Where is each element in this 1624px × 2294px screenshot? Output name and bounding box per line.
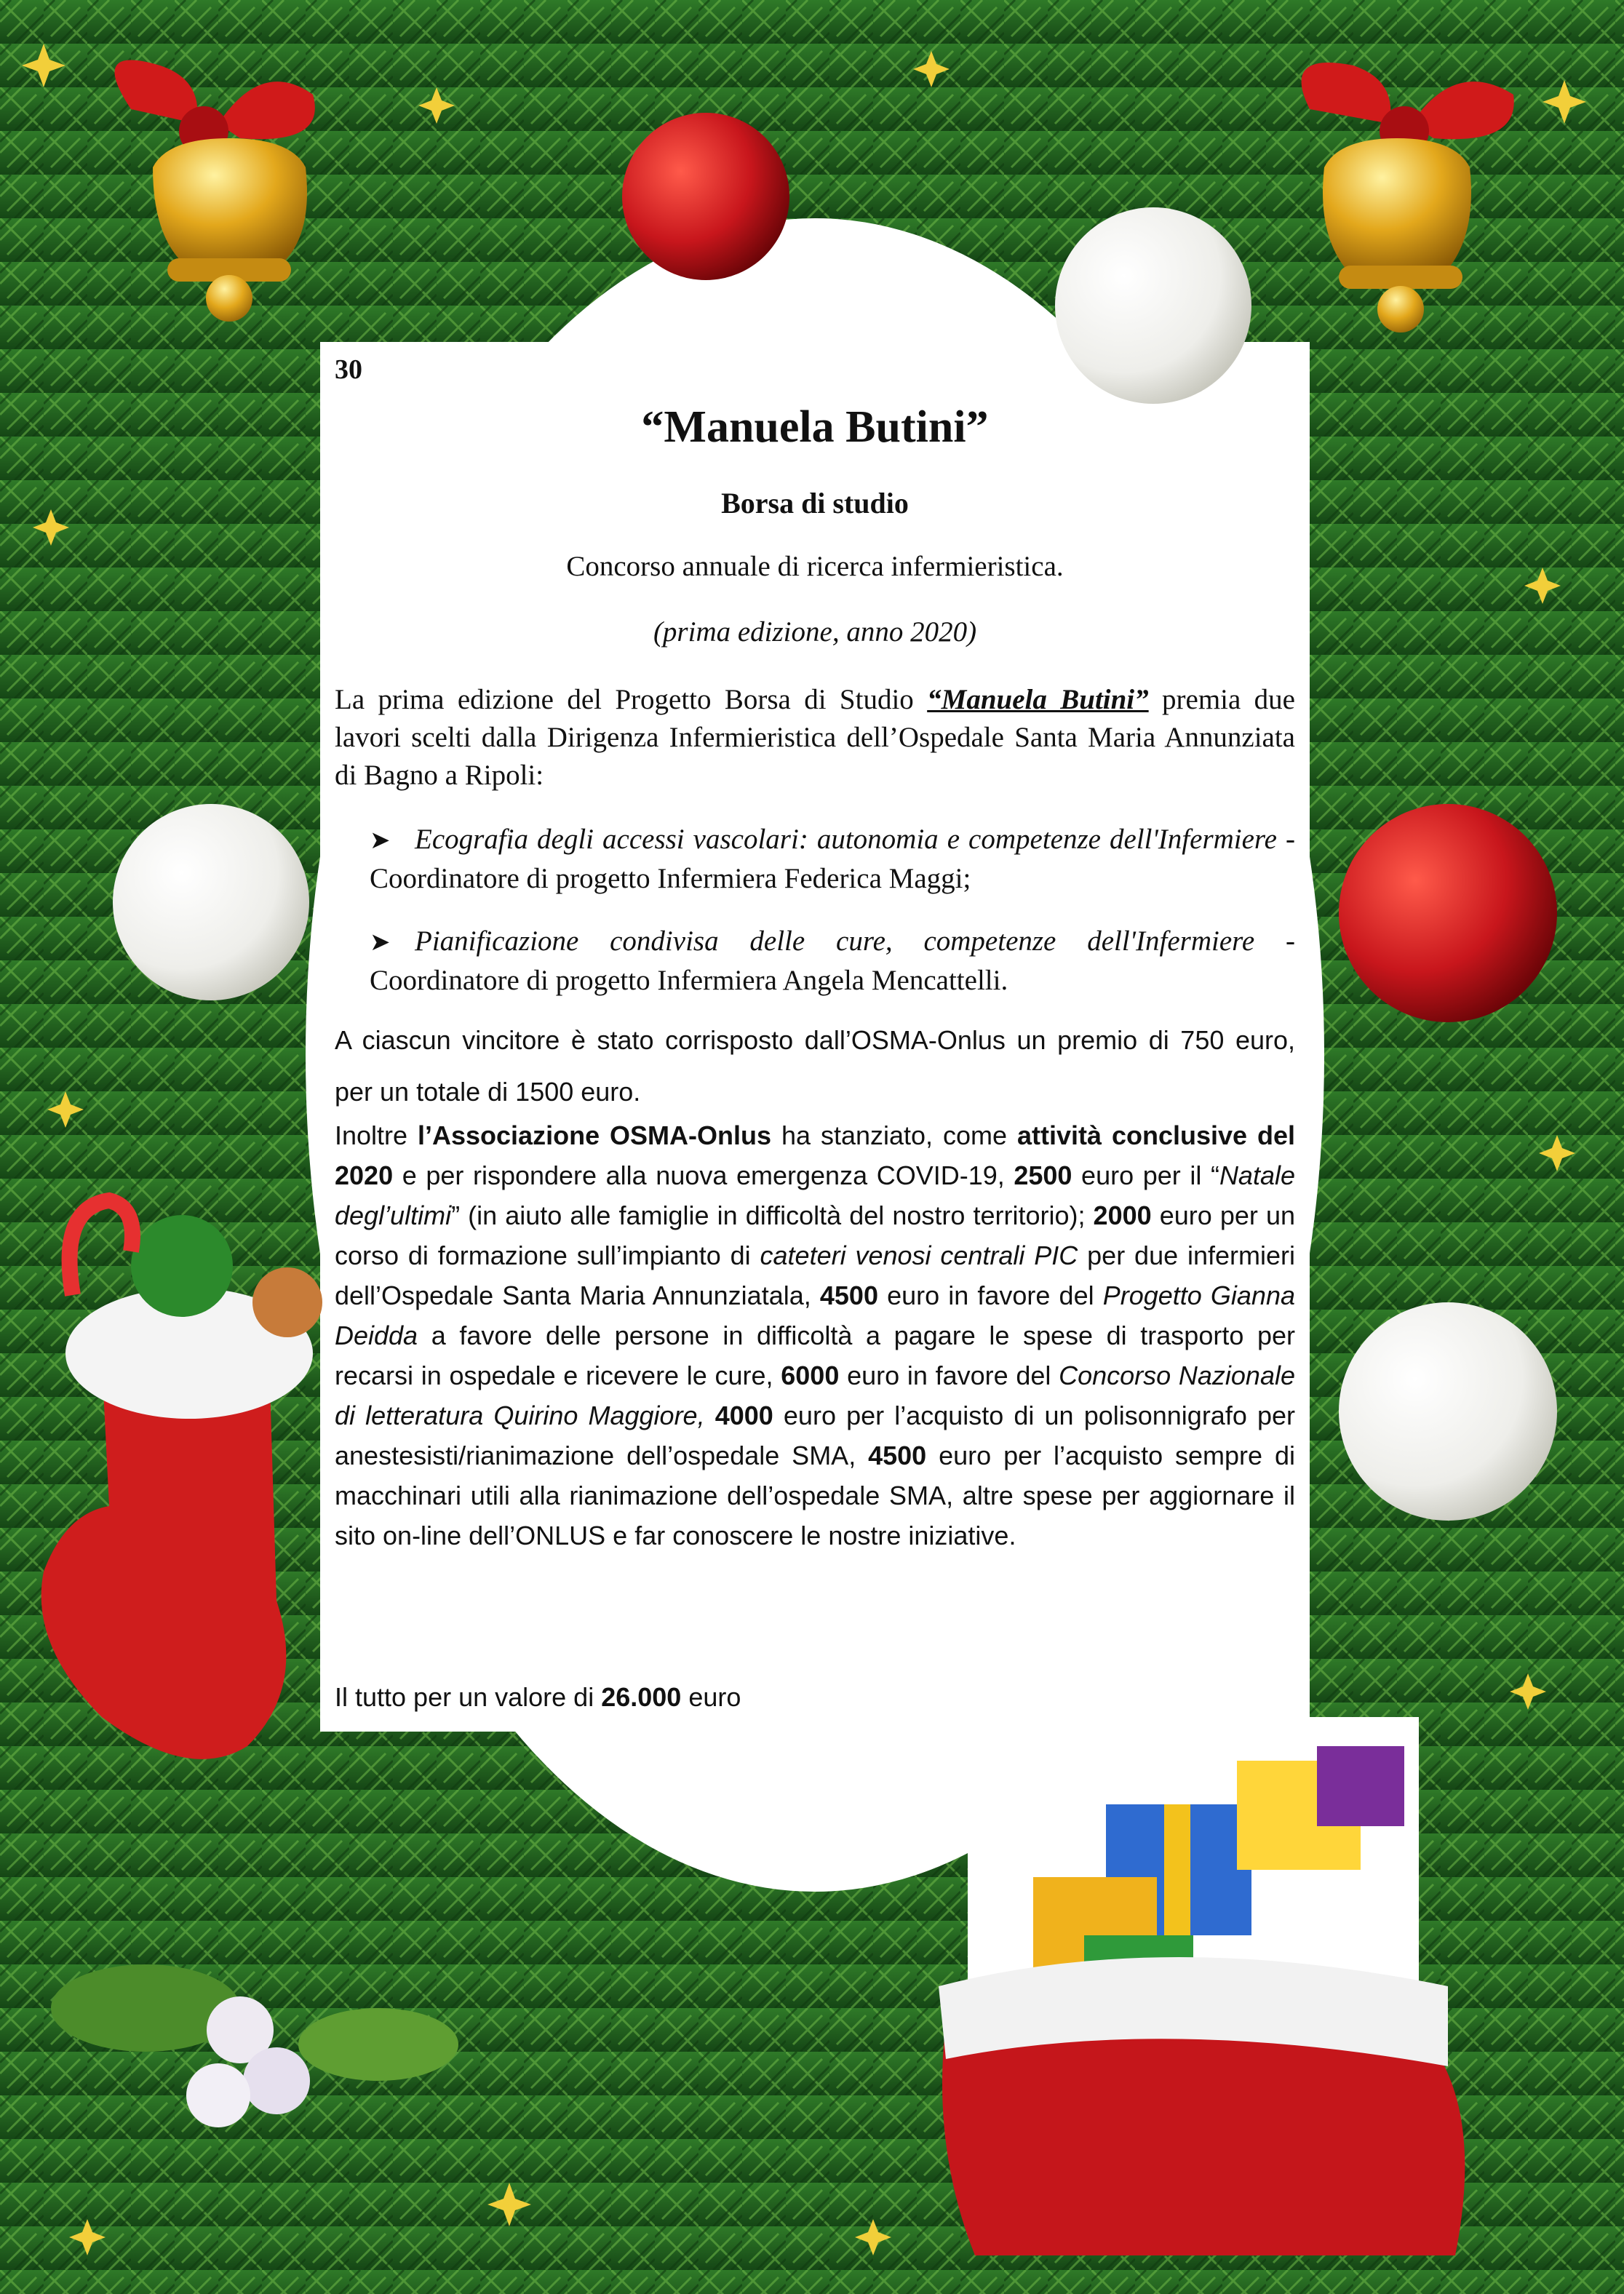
- scholarship-name: “Manuela Butini”: [927, 684, 1149, 715]
- subtitle: Borsa di studio: [721, 487, 909, 519]
- red-ornament-top: [622, 113, 789, 280]
- red-ornament-right: [1339, 804, 1557, 1022]
- white-ornament-right: [1339, 1302, 1557, 1521]
- total-paragraph: Il tutto per un valore di 26.000 euro: [335, 1682, 741, 1712]
- project-item: [370, 821, 1295, 898]
- edition-note: (prima edizione, anno 2020): [653, 616, 977, 648]
- arrow-bullet-icon: ➤: [370, 929, 391, 956]
- total-amount: 26.000: [601, 1682, 682, 1712]
- project-title: Ecografia degli accessi vascolari: autonomia e competenze dell'Infermiere: [415, 824, 1277, 855]
- white-ornament-left: [113, 804, 309, 1000]
- page-title: “Manuela Butini”: [641, 402, 989, 452]
- project-title: Pianificazione condivisa delle cure, competenze dell'Infermiere: [415, 925, 1255, 957]
- project-coordinator: - Coordinatore di progetto Infermiera Federica Maggi;: [370, 824, 1295, 894]
- white-ornament-top: [1055, 207, 1251, 404]
- arrow-bullet-icon: ➤: [370, 827, 391, 854]
- intro-paragraph: La prima edizione del Progetto Borsa di Studio “Manuela Butini” premia due lavori scelti dalla Dirigenza Infermieristica dell’Ospedale Santa Maria Annunziata di Bagno a Ripoli:: [335, 684, 1295, 791]
- gift-sack: [939, 1717, 1465, 2255]
- contest-description: Concorso annuale di ricerca infermieristica.: [566, 551, 1064, 582]
- page-number: 30: [335, 354, 362, 385]
- project-item: [370, 923, 1295, 1000]
- project-coordinator: - Coordinatore di progetto Infermiera Angela Mencattelli.: [370, 925, 1295, 996]
- award-paragraph: A ciascun vincitore è stato corrisposto dall’OSMA-Onlus un premio di 750 euro, per un totale di 1500 euro.: [335, 1025, 1295, 1107]
- funds-paragraph: Inoltre l’Associazione OSMA-Onlus ha stanziato, come attività conclusive del 2020 e per rispondere alla nuova emergenza COVID-19, 2500 euro per il “Natale degl’ultimi” (in aiuto alle famiglie in difficoltà del nostro territorio); 2000 euro per un corso di formazione sull’impianto di cateteri venosi centrali PIC per due infermieri dell’Ospedale Santa Maria Annunziatala, 4500 euro in favore del Progetto Gianna Deidda a favore delle persone in difficoltà a pagare le spese di trasporto per recarsi in ospedale e ricevere le cure, 6000 euro in favore del Concorso Nazionale di letteratura Quirino Maggiore, 4000 euro per l’acquisto di un polisonnigrafo per anestesisti/rianimazione dell’ospedale SMA, 4500 euro per l’acquisto sempre di macchinari utili alla rianimazione dell’ospedale SMA, altre spese per aggiornare il sito on-line dell’ONLUS e far conoscere le nostre iniziative.: [335, 1120, 1295, 1550]
